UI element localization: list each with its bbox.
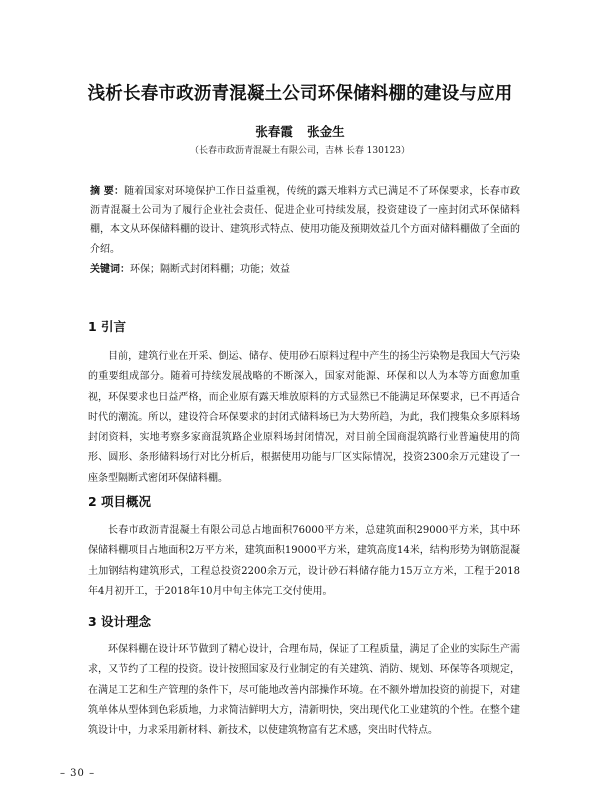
section-heading-design: 3 设计理念: [88, 614, 152, 629]
section-body-introduction: 目前，建筑行业在开采、倒运、储存、使用砂石原料过程中产生的扬尘污染物是我国大气污染的重要组成部分。随着可持续发展战略的不断深入，国家对能源、环保和以人为本等方面愈加重视，环保要求也日益严格，而企业原有露天堆放原料的方式显然已不能满足环保要求，已不再适合时代的潮流。所以，建设符合环保要求的封闭式储料场已为大势所趋，为此，我们搜集众多原料场封闭资料，实地考察多家商混筑路企业原料场封闭情况，对目前全国商混筑路行业普遍使用的筒形、圆形、条形储料场行对比分析后，根据使用功能与厂区实际情况，投资2300余万元建设了一座条型隔断式密闭环保储料棚。: [88, 351, 520, 484]
affiliation: （长春市政沥青混凝土有限公司，吉林 长春 130123）: [189, 146, 411, 156]
abstract-label: 摘 要：: [90, 186, 125, 197]
section-heading-overview: 2 项目概况: [88, 494, 152, 509]
section-body-design: 环保料棚在设计环节做到了精心设计，合理布局，保证了工程质量，满足了企业的实际生产需求，又节约了工程的投资。设计按照国家及行业制定的有关建筑、消防、规划、环保等各项规定，在满足工艺和生产管理的条件下，尽可能地改善内部操作环境。在不额外增加投资的前提下，对建筑单体从型体到色彩质地，力求简洁鲜明大方，清新明快，突出现代化工业建筑的个性。在整个建筑设计中，力求采用新材料、新技术，以使建筑物富有艺术感，突出时代特点。: [88, 644, 520, 737]
keywords-label: 关键词：: [90, 264, 130, 275]
authors: 张春霞 张金生: [255, 124, 345, 139]
keywords: [90, 262, 520, 278]
page-number: – 30 –: [60, 768, 96, 779]
abstract-text: 随着国家对环境保护工作日益重视，传统的露天堆料方式已满足不了环保要求，长春市政沥青混凝土公司为了履行企业社会责任、促进企业可持续发展，投资建设了一座封闭式环保储料棚，本文从环保储料棚的设计、建筑形式特点、使用功能及预期效益几个方面对储料棚做了全面的介绍。: [90, 186, 521, 255]
paper-title: 浅析长春市政沥青混凝土公司环保储料棚的建设与应用: [87, 84, 513, 104]
section-heading-introduction: 1 引言: [88, 319, 127, 334]
keywords-text: 环保；隔断式封闭料棚；功能；效益: [130, 264, 290, 275]
section-body-overview: 长春市政沥青混凝土有限公司总占地面积76000平方米，总建筑面积29000平方米，其中环保储料棚项目占地面积2万平方米，建筑面积19000平方米，建筑高度14米，结构形势为钢筋混凝土加钢结构建筑形式，工程总投资2200余万元，设计砂石料储存能力15万立方米，工程于2018年4月初开工，于2018年10月中旬主体完工交付使用。: [88, 525, 520, 597]
abstract: [90, 182, 520, 259]
